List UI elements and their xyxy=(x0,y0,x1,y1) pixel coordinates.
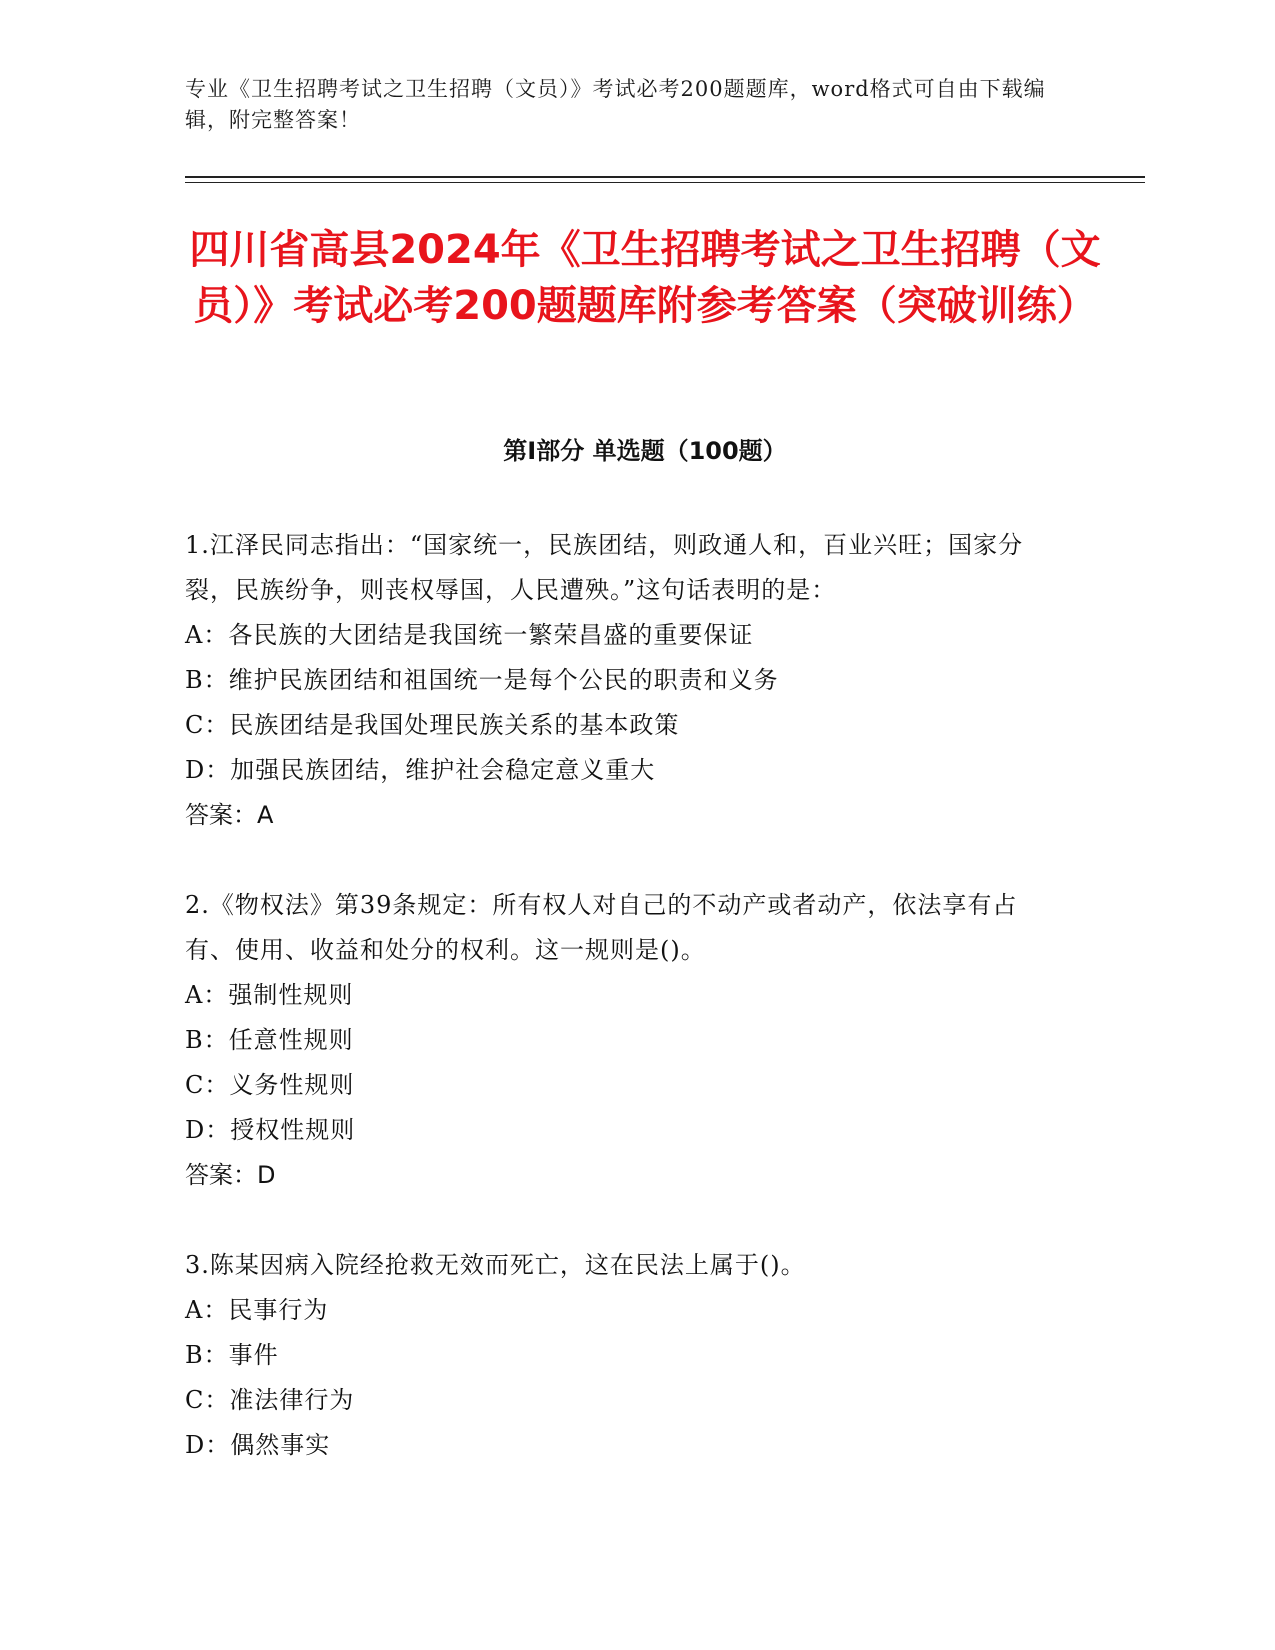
header-divider-thin xyxy=(185,182,1145,183)
question-stem: 3.陈某因病入院经抢救无效而死亡，这在民法上属于()。 xyxy=(185,1251,806,1279)
question-stem: 2.《物权法》第39条规定：所有权人对自己的不动产或者动产，依法享有占有、使用、收益和处分的权利。这一规则是()。 xyxy=(185,891,1018,964)
answer: 答案：D xyxy=(185,1161,276,1189)
option-a: A：民事行为 xyxy=(185,1296,329,1324)
header-note: 专业《卫生招聘考试之卫生招聘（文员）》考试必考200题题库，word格式可自由下载编辑，附完整答案！ xyxy=(185,77,1046,132)
option-b: B：事件 xyxy=(185,1341,279,1369)
question-2 xyxy=(185,883,1065,1198)
option-c: C：民族团结是我国处理民族关系的基本政策 xyxy=(185,711,680,739)
option-d: D：偶然事实 xyxy=(185,1431,331,1459)
option-a: A：各民族的大团结是我国统一繁荣昌盛的重要保证 xyxy=(185,621,754,649)
question-list xyxy=(185,523,1065,1513)
document-title: 四川省高县2024年《卫生招聘考试之卫生招聘（文员）》考试必考200题题库附参考答案（突破训练） xyxy=(189,227,1101,329)
answer: 答案：A xyxy=(185,801,274,829)
option-c: C：准法律行为 xyxy=(185,1386,355,1414)
option-b: B：任意性规则 xyxy=(185,1026,354,1054)
question-1 xyxy=(185,523,1065,838)
option-c: C：义务性规则 xyxy=(185,1071,355,1099)
question-stem: 1.江泽民同志指出：“国家统一，民族团结，则政通人和，百业兴旺；国家分裂，民族纷争，则丧权辱国，人民遭殃。”这句话表明的是： xyxy=(185,531,1024,604)
question-3 xyxy=(185,1243,1065,1468)
section-title: 第Ⅰ部分 单选题（100题） xyxy=(503,437,787,465)
header-divider-thick xyxy=(185,176,1145,178)
option-b: B：维护民族团结和祖国统一是每个公民的职责和义务 xyxy=(185,666,779,694)
option-d: D：授权性规则 xyxy=(185,1116,356,1144)
option-a: A：强制性规则 xyxy=(185,981,354,1009)
option-d: D：加强民族团结，维护社会稳定意义重大 xyxy=(185,756,656,784)
